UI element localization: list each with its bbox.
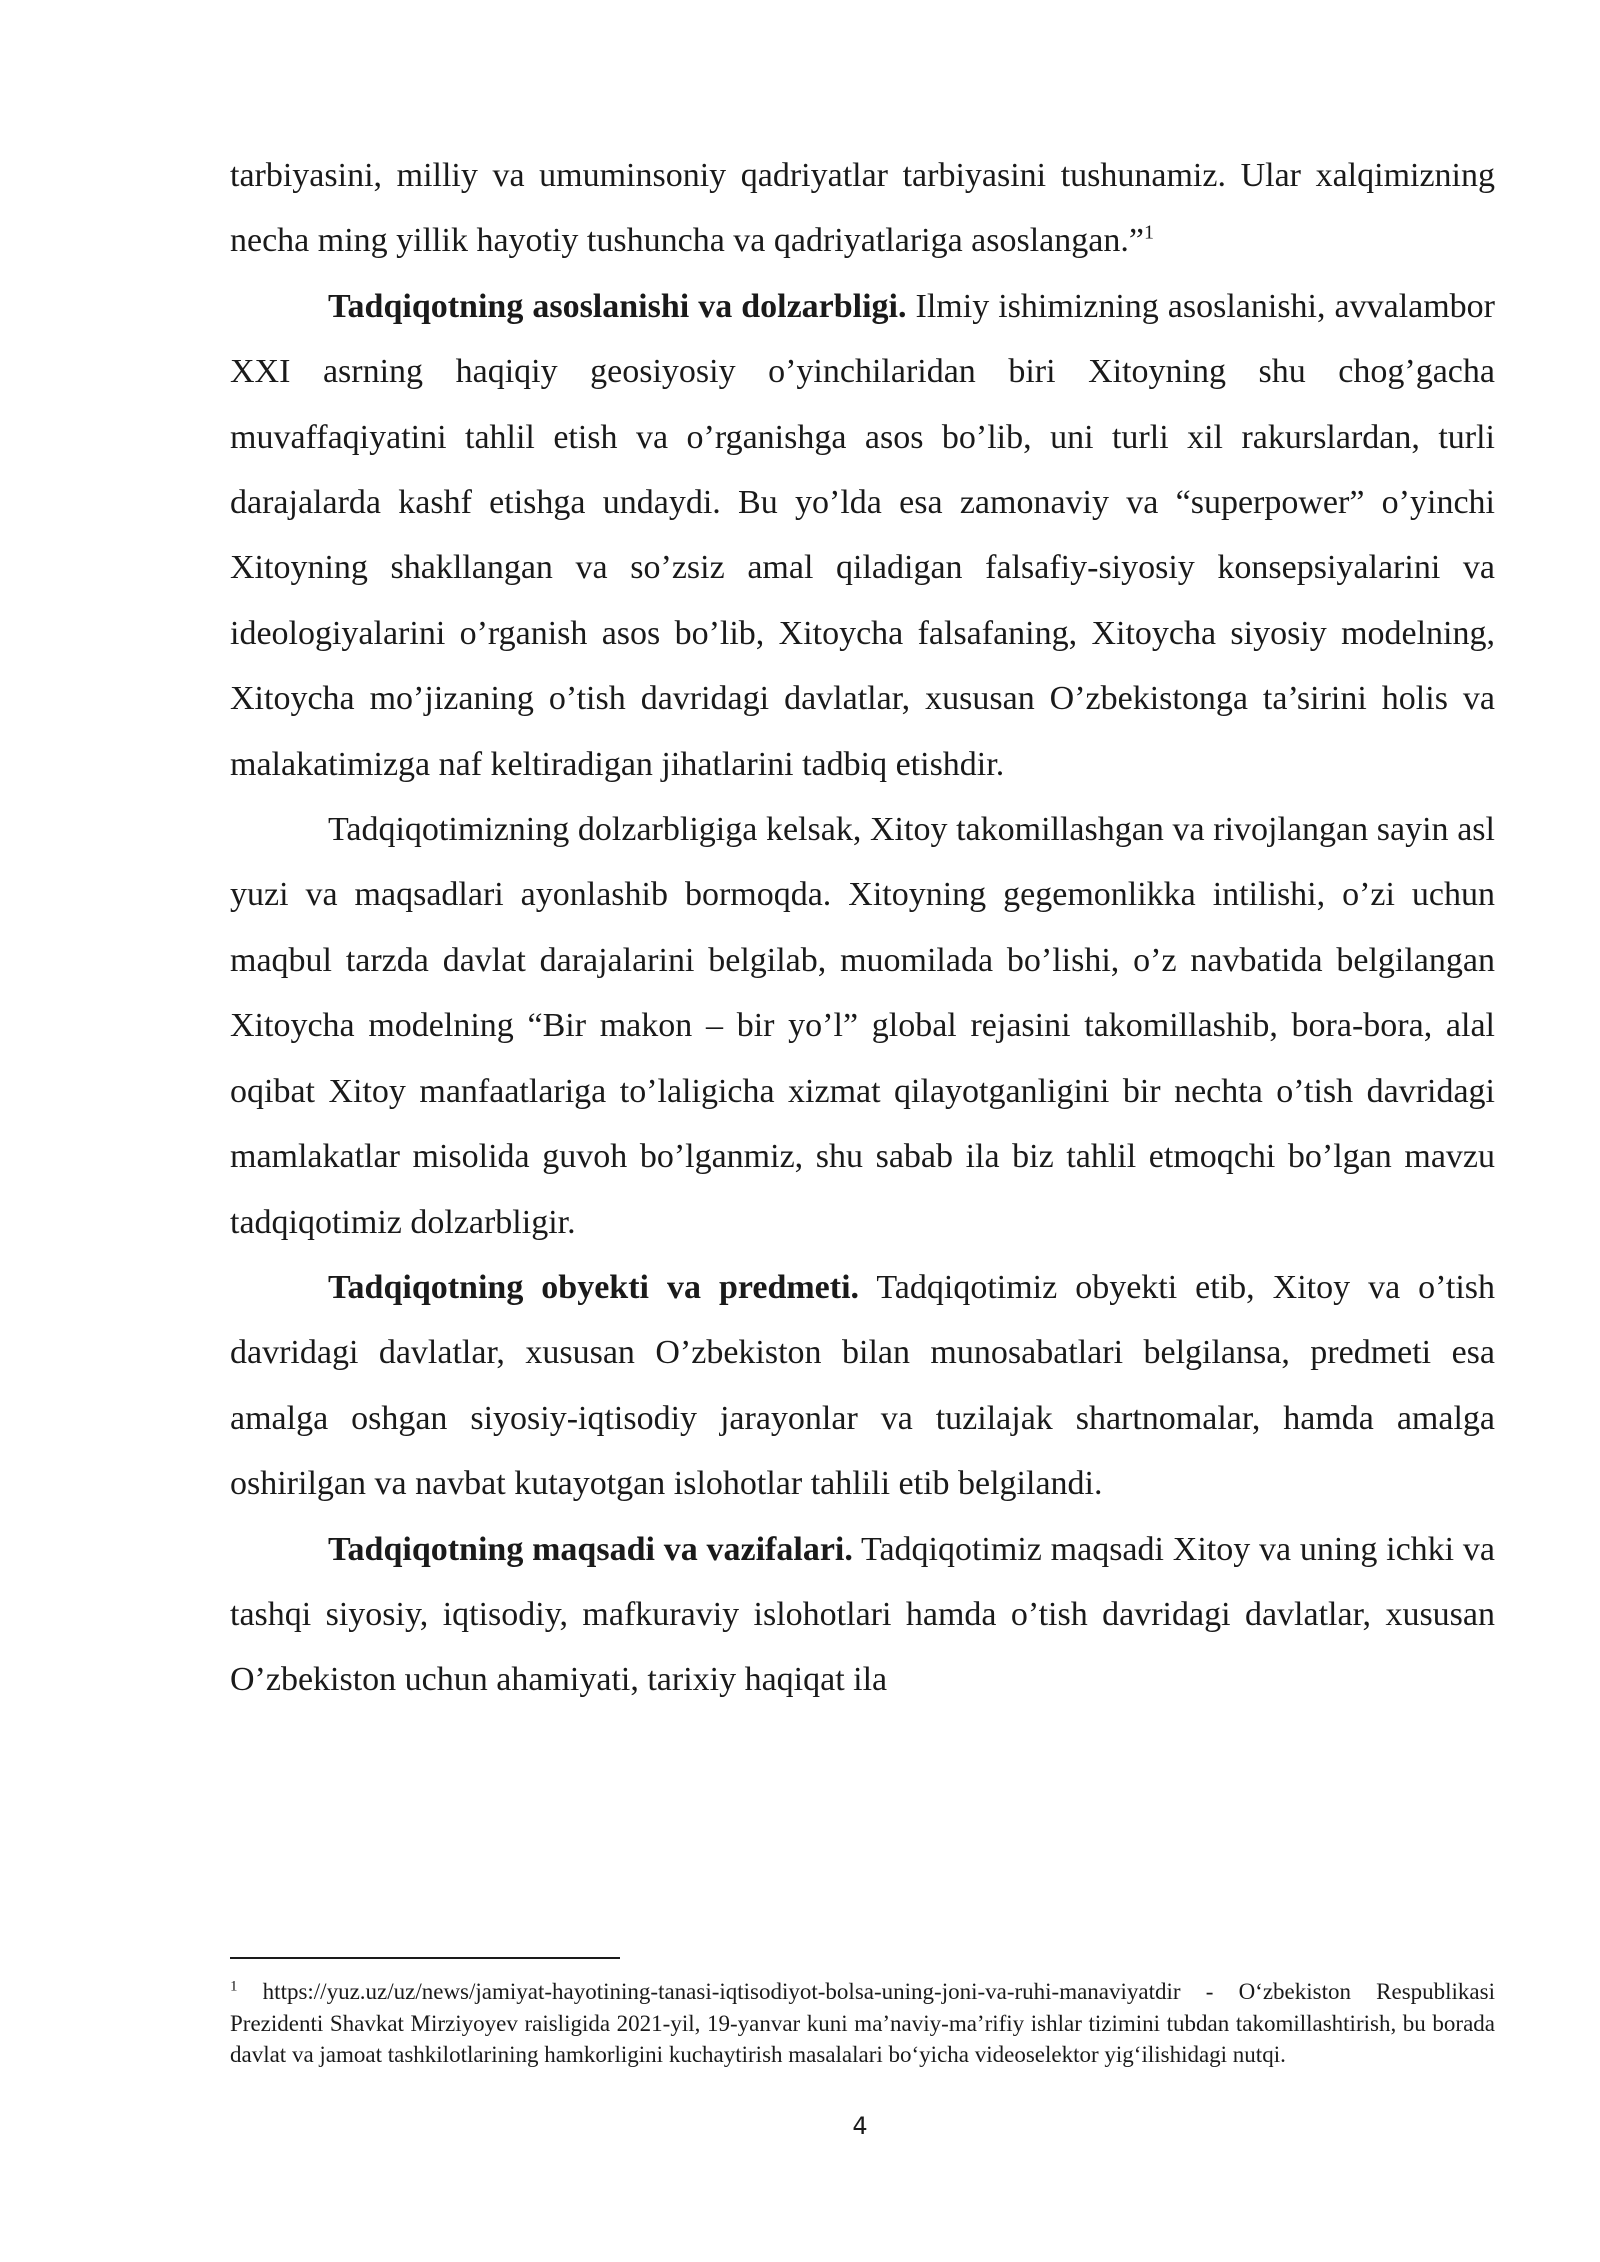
footnote-text: https://yuz.uz/uz/news/jamiyat-hayotining-tanasi-iqtisodiyot-bolsa-uning-joni-va-ruhi-manaviyatdir - O‘zbekiston Respublikasi Prezidenti Shavkat Mirziyoyev raisligida 2021-yil, 19-yanvar kuni ma’naviy-ma’rifiy ishlar tizimini tubdan takomillashtirish, bu borada davlat va jamoat tashkilotlarining hamkorligini kuchaytirish masalalari bo‘yicha videoselektor yig‘ilishidagi nutqi. [230,1979,1495,2067]
paragraph-continuation [230,143,1495,274]
section-heading-object-subject: Tadqiqotning obyekti va predmeti. [328,1268,860,1306]
paragraph-text: Tadqiqotimizning dolzarbligiga kelsak, Xitoy takomillashgan va rivojlangan sayin asl yuzi va maqsadlari ayonlashib bormoqda. Xitoyning gegemonlikka intilishi, o’zi uchun maqbul tarzda davlat darajalarini belgilab, muomilada bo’lishi, o’z navbatida belgilangan Xitoycha modelning “Bir makon – bir yo’l” global rejasini takomillashib, bora-bora, alal oqibat Xitoy manfaatlariga to’laligicha xizmat qilayotganligini bir nechta o’tish davridagi mamlakatlar misolida guvoh bo’lganmiz, shu sabab ila biz tahlil etmoqchi bo’lgan mavzu tadqiqotimiz dolzarbligir. [230,811,1495,1241]
footnote-separator [230,1957,620,1959]
footnote [230,1976,1495,2071]
paragraph-aims-tasks [230,1517,1495,1713]
page-number: 4 [852,2112,868,2140]
footnote-marker: 1 [230,1978,238,1995]
paragraph-justification [230,274,1495,797]
section-heading-justification: Tadqiqotning asoslanishi va dolzarbligi. [328,287,907,325]
page-body [230,143,1495,1713]
paragraph-text: Ilmiy ishimizning asoslanishi, avvalambor XXI asrning haqiqiy geosiyosiy o’yinchilaridan biri Xitoyning shu chog’gacha muvaffaqiyatini tahlil etish va o’rganishga asos bo’lib, uni turli xil rakurslardan, turli darajalarda kashf etishga undaydi. Bu yo’lda esa zamonaviy va “superpower” o’yinchi Xitoyning shakllangan va so’zsiz amal qiladigan falsafiy-siyosiy konsepsiyalarini va ideologiyalarini o’rganish asos bo’lib, Xitoycha falsafaning, Xitoycha siyosiy modelning, Xitoycha mo’jizaning o’tish davridagi davlatlar, xususan O’zbekistonga ta’sirini holis va malakatimizga naf keltiradigan jihatlarini tadbiq etishdir. [230,287,1495,783]
section-heading-aims-tasks: Tadqiqotning maqsadi va vazifalari. [328,1530,853,1568]
paragraph-text: tarbiyasini, milliy va umuminsoniy qadriyatlar tarbiyasini tushunamiz. Ular xalqimizning necha ming yillik hayotiy tushuncha va qadriyatlariga asoslangan.” [230,157,1495,260]
paragraph-text: Tadqiqotimiz obyekti etib, Xitoy va o’tish davridagi davlatlar, xususan O’zbekiston bilan munosabatlari belgilansa, predmeti esa amalga oshgan siyosiy-iqtisodiy jarayonlar va tuzilajak shartnomalar, hamda amalga oshirilgan va navbat kutayotgan islohotlar tahlili etib belgilandi. [230,1268,1495,1503]
footnote-reference[interactable]: 1 [1143,222,1154,245]
paragraph-object-subject [230,1255,1495,1517]
paragraph-relevance [230,797,1495,1255]
paragraph-text: Tadqiqotimiz maqsadi Xitoy va uning ichki va tashqi siyosiy, iqtisodiy, mafkuraviy islohotlari hamda o’tish davridagi davlatlar, xususan O’zbekiston uchun ahamiyati, tarixiy haqiqat ila [230,1530,1495,1699]
